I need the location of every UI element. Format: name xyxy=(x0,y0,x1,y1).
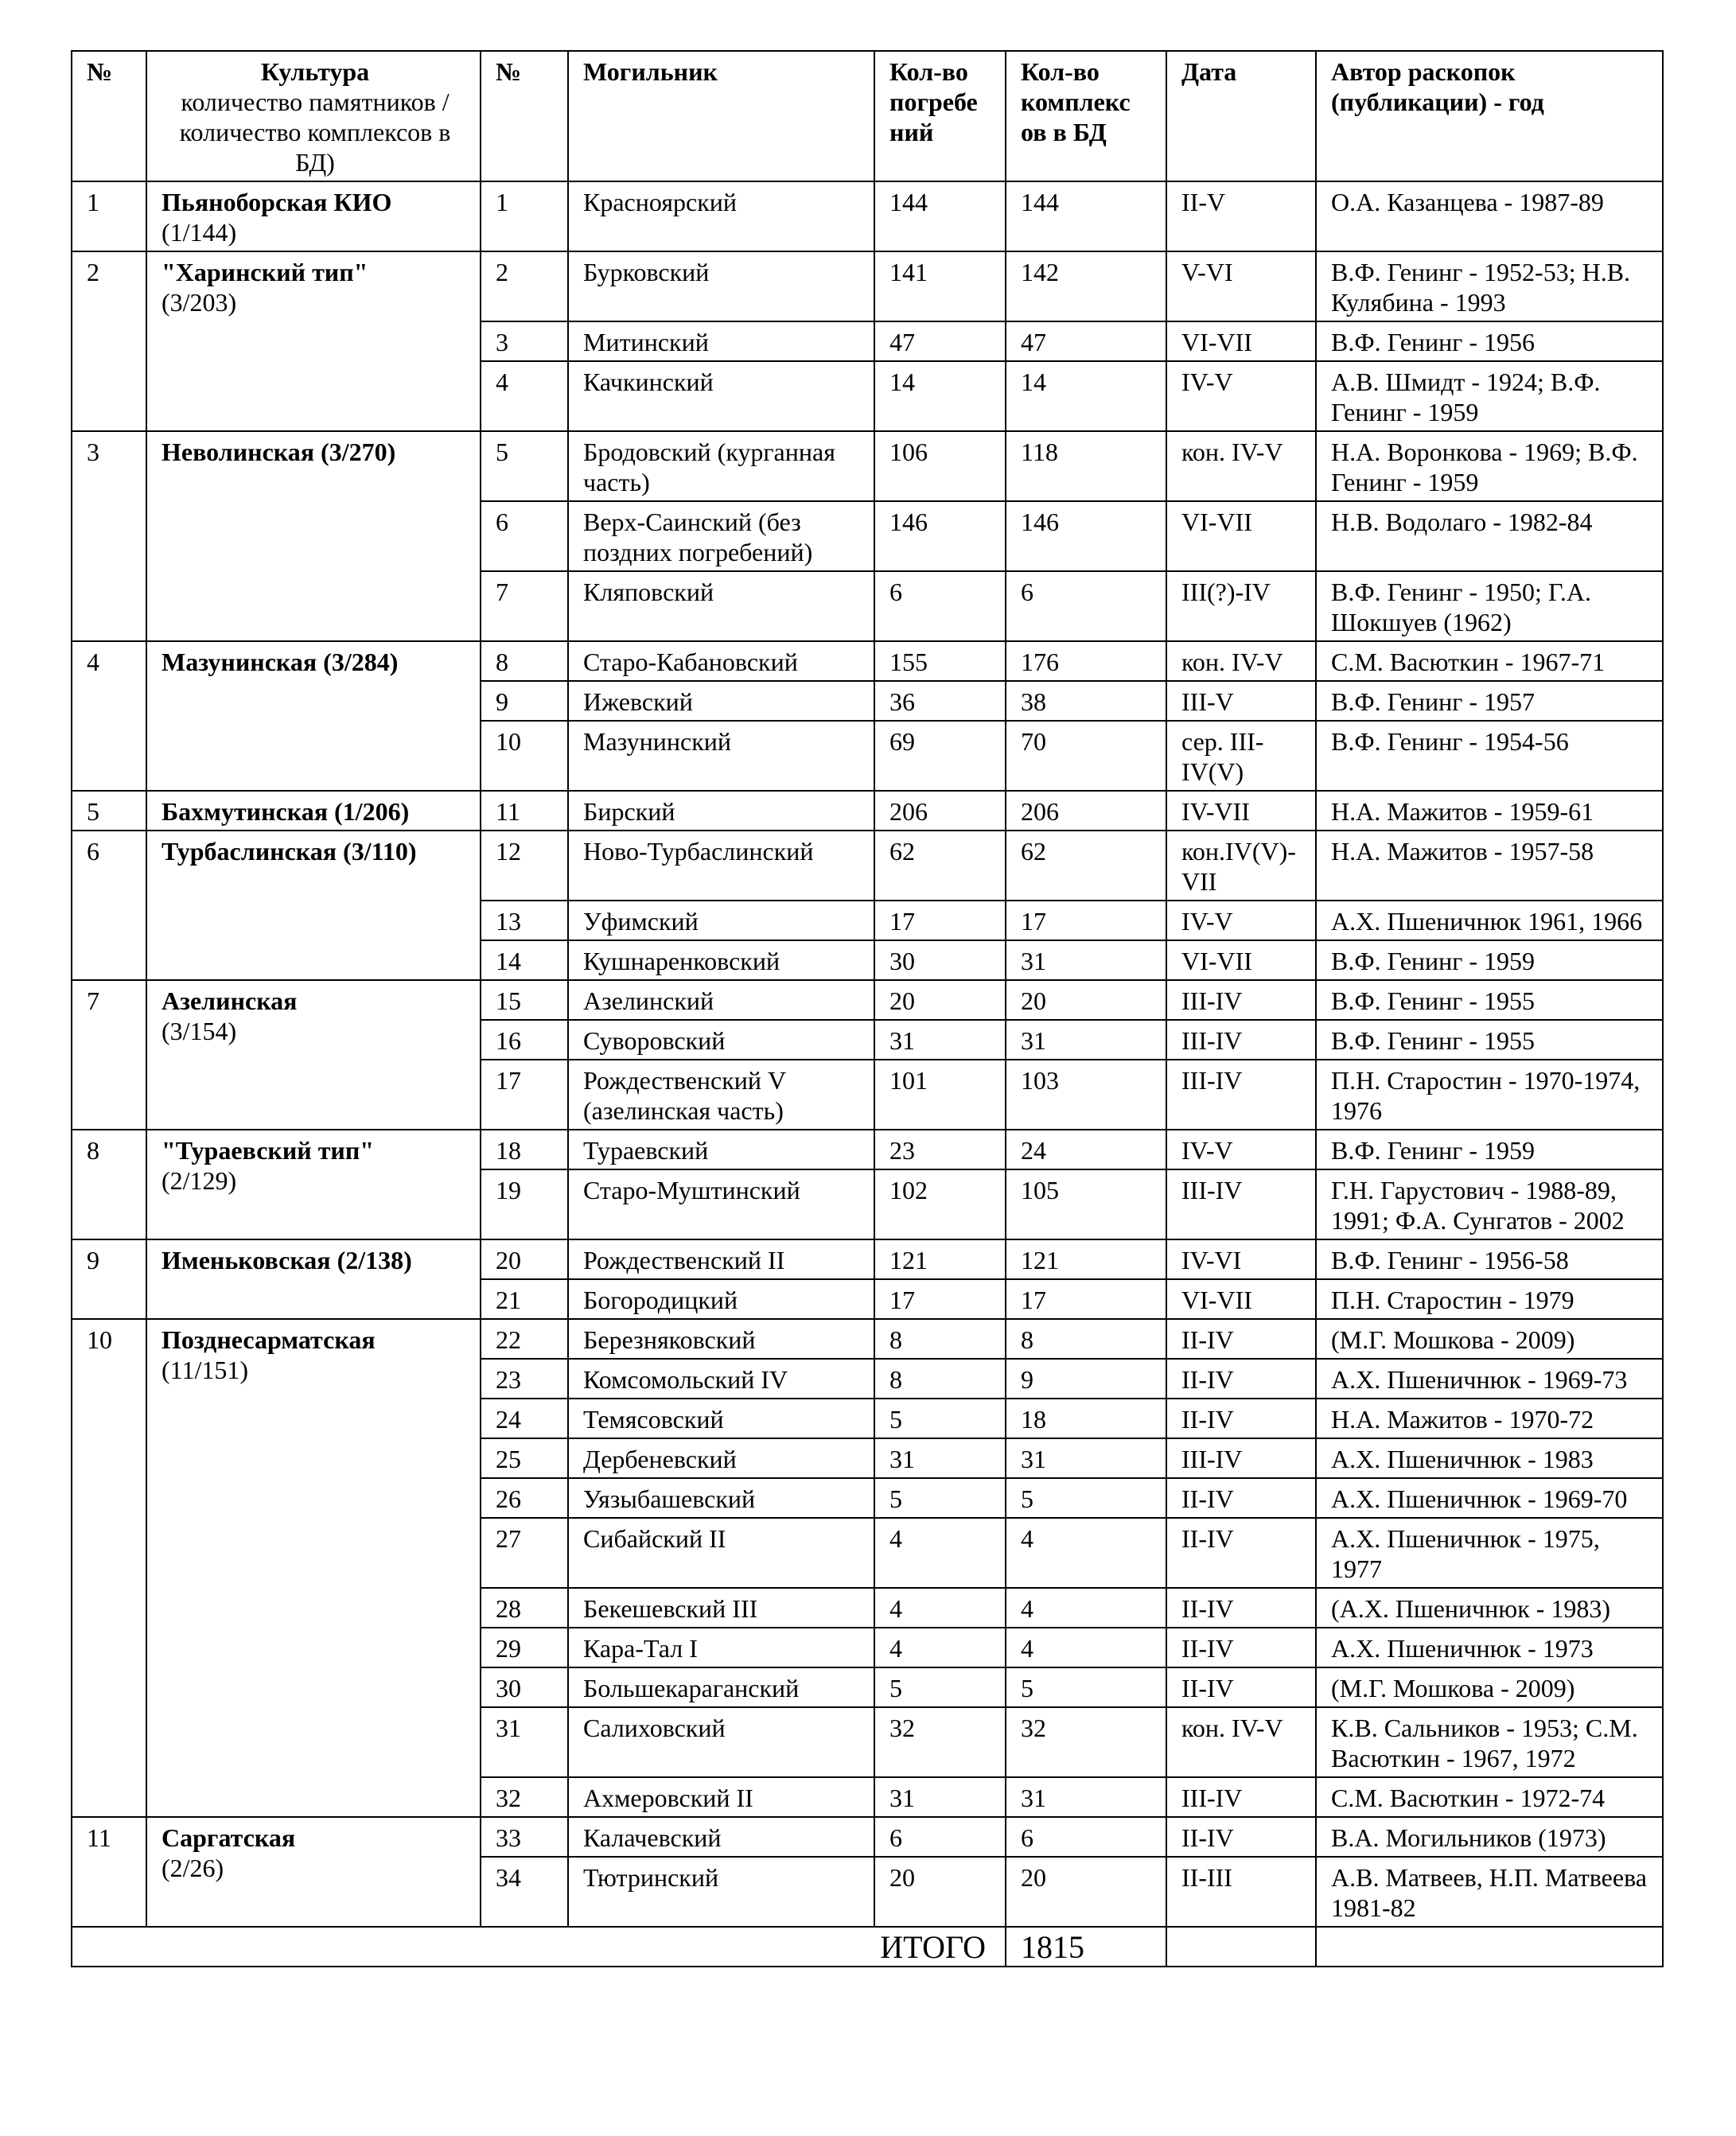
date-range: II-III xyxy=(1166,1857,1316,1927)
excavation-author: В.Ф. Генинг - 1952-53; Н.В. Кулябина - 1993 xyxy=(1316,251,1663,321)
culture-cell xyxy=(146,1817,481,1927)
group-number: 8 xyxy=(72,1130,146,1239)
burials-count: 4 xyxy=(874,1518,1006,1588)
burials-count: 101 xyxy=(874,1060,1006,1130)
date-range: III-IV xyxy=(1166,1020,1316,1060)
culture-cell xyxy=(146,1239,481,1319)
excavation-author: А.Х. Пшеничнюк - 1973 xyxy=(1316,1628,1663,1667)
excavation-author: Н.А. Мажитов - 1970-72 xyxy=(1316,1399,1663,1438)
site-number: 15 xyxy=(481,980,568,1020)
excavation-author: (М.Г. Мошкова - 2009) xyxy=(1316,1667,1663,1707)
culture-count: (3/154) xyxy=(162,1017,237,1045)
group-number: 3 xyxy=(72,431,146,641)
table-row xyxy=(72,1239,1663,1279)
excavation-author: В.Ф. Генинг - 1956-58 xyxy=(1316,1239,1663,1279)
site-number: 33 xyxy=(481,1817,568,1857)
culture-count: (2/26) xyxy=(162,1854,224,1882)
group-number: 7 xyxy=(72,980,146,1130)
site-name: Тураевский xyxy=(568,1130,874,1169)
complexes-count: 62 xyxy=(1006,831,1166,901)
culture-cell xyxy=(146,251,481,431)
date-range: III-V xyxy=(1166,681,1316,721)
site-name: Митинский xyxy=(568,321,874,361)
group-number: 6 xyxy=(72,831,146,980)
complexes-count: 5 xyxy=(1006,1667,1166,1707)
excavation-author: А.В. Шмидт - 1924; В.Ф. Генинг - 1959 xyxy=(1316,361,1663,431)
excavation-author: К.В. Сальников - 1953; С.М. Васюткин - 1967, 1972 xyxy=(1316,1707,1663,1777)
site-name: Бекешевский III xyxy=(568,1588,874,1628)
culture-name: Неволинская (3/270) xyxy=(162,438,396,466)
date-range: II-IV xyxy=(1166,1628,1316,1667)
group-number: 9 xyxy=(72,1239,146,1319)
table-row xyxy=(72,980,1663,1020)
date-range: VI-VII xyxy=(1166,1279,1316,1319)
date-range: III-IV xyxy=(1166,1438,1316,1478)
culture-name: Позднесарматская xyxy=(162,1325,376,1354)
complexes-count: 47 xyxy=(1006,321,1166,361)
culture-name: Мазунинская (3/284) xyxy=(162,648,399,676)
site-number: 32 xyxy=(481,1777,568,1817)
site-number: 18 xyxy=(481,1130,568,1169)
site-number: 25 xyxy=(481,1438,568,1478)
header-culture-subtitle: количество памятников / количество комплексов в БД) xyxy=(179,88,451,177)
table-row xyxy=(72,1817,1663,1857)
date-range: VI-VII xyxy=(1166,501,1316,571)
complexes-count: 176 xyxy=(1006,641,1166,681)
burials-count: 30 xyxy=(874,940,1006,980)
date-range: IV-V xyxy=(1166,901,1316,940)
date-range: сер. III-IV(V) xyxy=(1166,721,1316,791)
burials-count: 8 xyxy=(874,1359,1006,1399)
date-range: II-V xyxy=(1166,181,1316,251)
excavation-author: О.А. Казанцева - 1987-89 xyxy=(1316,181,1663,251)
complexes-count: 31 xyxy=(1006,1438,1166,1478)
culture-name: Именьковская (2/138) xyxy=(162,1246,412,1274)
header-culture xyxy=(146,51,481,181)
complexes-count: 18 xyxy=(1006,1399,1166,1438)
site-name: Богородицкий xyxy=(568,1279,874,1319)
burials-count: 5 xyxy=(874,1667,1006,1707)
site-number: 7 xyxy=(481,571,568,641)
site-number: 13 xyxy=(481,901,568,940)
excavation-author: Н.В. Водолаго - 1982-84 xyxy=(1316,501,1663,571)
culture-name: Азелинская xyxy=(162,986,298,1015)
burials-count: 155 xyxy=(874,641,1006,681)
burials-count: 23 xyxy=(874,1130,1006,1169)
site-name: Бурковский xyxy=(568,251,874,321)
complexes-count: 6 xyxy=(1006,1817,1166,1857)
date-range: V-VI xyxy=(1166,251,1316,321)
excavation-author: В.Ф. Генинг - 1957 xyxy=(1316,681,1663,721)
complexes-count: 32 xyxy=(1006,1707,1166,1777)
date-range: II-IV xyxy=(1166,1817,1316,1857)
complexes-count: 142 xyxy=(1006,251,1166,321)
date-range: III-IV xyxy=(1166,980,1316,1020)
excavation-author: В.Ф. Генинг - 1956 xyxy=(1316,321,1663,361)
site-number: 27 xyxy=(481,1518,568,1588)
complexes-count: 206 xyxy=(1006,791,1166,831)
group-number: 2 xyxy=(72,251,146,431)
date-range: II-IV xyxy=(1166,1359,1316,1399)
table-header xyxy=(72,51,1663,181)
date-range: III(?)-IV xyxy=(1166,571,1316,641)
site-number: 24 xyxy=(481,1399,568,1438)
excavation-author: Г.Н. Гарустович - 1988-89, 1991; Ф.А. Сунгатов - 2002 xyxy=(1316,1169,1663,1239)
culture-name: Пьяноборская КИО xyxy=(162,188,392,216)
complexes-count: 24 xyxy=(1006,1130,1166,1169)
site-number: 6 xyxy=(481,501,568,571)
culture-name: "Харинский тип" xyxy=(162,258,368,286)
burials-count: 6 xyxy=(874,571,1006,641)
site-name: Уфимский xyxy=(568,901,874,940)
burials-count: 6 xyxy=(874,1817,1006,1857)
complexes-count: 121 xyxy=(1006,1239,1166,1279)
site-number: 9 xyxy=(481,681,568,721)
culture-cell xyxy=(146,831,481,980)
header-culture-title: Культура xyxy=(260,57,370,86)
site-name: Рождественский V (азелинская часть) xyxy=(568,1060,874,1130)
site-number: 19 xyxy=(481,1169,568,1239)
site-number: 12 xyxy=(481,831,568,901)
burials-count: 62 xyxy=(874,831,1006,901)
header-num: № xyxy=(72,51,146,181)
header-row xyxy=(72,51,1663,181)
site-name: Кушнаренковский xyxy=(568,940,874,980)
site-name: Качкинский xyxy=(568,361,874,431)
date-range: IV-V xyxy=(1166,1130,1316,1169)
complexes-count: 20 xyxy=(1006,980,1166,1020)
complexes-count: 38 xyxy=(1006,681,1166,721)
burials-count: 144 xyxy=(874,181,1006,251)
total-empty-author xyxy=(1316,1927,1663,1967)
culture-name: Бахмутинская (1/206) xyxy=(162,797,410,826)
site-number: 34 xyxy=(481,1857,568,1927)
site-name: Тютринский xyxy=(568,1857,874,1927)
table-row xyxy=(72,1130,1663,1169)
culture-cell xyxy=(146,980,481,1130)
site-number: 11 xyxy=(481,791,568,831)
complexes-count: 8 xyxy=(1006,1319,1166,1359)
group-number: 1 xyxy=(72,181,146,251)
burials-count: 69 xyxy=(874,721,1006,791)
site-number: 28 xyxy=(481,1588,568,1628)
site-name: Суворовский xyxy=(568,1020,874,1060)
site-name: Рождественский II xyxy=(568,1239,874,1279)
date-range: IV-VII xyxy=(1166,791,1316,831)
site-number: 1 xyxy=(481,181,568,251)
table-row xyxy=(72,181,1663,251)
date-range: VI-VII xyxy=(1166,940,1316,980)
site-name: Уязыбашевский xyxy=(568,1478,874,1518)
complexes-count: 31 xyxy=(1006,1020,1166,1060)
total-value: 1815 xyxy=(1006,1927,1166,1967)
excavation-author: В.Ф. Генинг - 1959 xyxy=(1316,940,1663,980)
date-range: II-IV xyxy=(1166,1518,1316,1588)
total-label: ИТОГО xyxy=(72,1927,1006,1967)
date-range: кон. IV-V xyxy=(1166,431,1316,501)
site-name: Темясовский xyxy=(568,1399,874,1438)
culture-count: (11/151) xyxy=(162,1356,249,1384)
excavation-author: А.В. Матвеев, Н.П. Матвеева 1981-82 xyxy=(1316,1857,1663,1927)
excavation-author: А.Х. Пшеничнюк 1961, 1966 xyxy=(1316,901,1663,940)
date-range: III-IV xyxy=(1166,1169,1316,1239)
excavation-author: А.Х. Пшеничнюк - 1975, 1977 xyxy=(1316,1518,1663,1588)
excavation-author: С.М. Васюткин - 1967-71 xyxy=(1316,641,1663,681)
date-range: IV-VI xyxy=(1166,1239,1316,1279)
site-name: Красноярский xyxy=(568,181,874,251)
table-row xyxy=(72,1319,1663,1359)
group-number: 10 xyxy=(72,1319,146,1817)
site-name: Старо-Муштинский xyxy=(568,1169,874,1239)
complexes-count: 118 xyxy=(1006,431,1166,501)
burials-count: 4 xyxy=(874,1628,1006,1667)
date-range: II-IV xyxy=(1166,1319,1316,1359)
table-row xyxy=(72,641,1663,681)
site-number: 4 xyxy=(481,361,568,431)
complexes-count: 103 xyxy=(1006,1060,1166,1130)
site-number: 16 xyxy=(481,1020,568,1060)
excavation-author: (М.Г. Мошкова - 2009) xyxy=(1316,1319,1663,1359)
complexes-count: 144 xyxy=(1006,181,1166,251)
complexes-count: 31 xyxy=(1006,940,1166,980)
header-date: Дата xyxy=(1166,51,1316,181)
complexes-count: 5 xyxy=(1006,1478,1166,1518)
burials-count: 17 xyxy=(874,901,1006,940)
site-number: 22 xyxy=(481,1319,568,1359)
site-name: Мазунинский xyxy=(568,721,874,791)
site-number: 21 xyxy=(481,1279,568,1319)
site-number: 2 xyxy=(481,251,568,321)
excavation-author: Н.А. Воронкова - 1969; В.Ф. Генинг - 1959 xyxy=(1316,431,1663,501)
complexes-count: 105 xyxy=(1006,1169,1166,1239)
complexes-count: 146 xyxy=(1006,501,1166,571)
date-range: кон. IV-V xyxy=(1166,1707,1316,1777)
site-number: 3 xyxy=(481,321,568,361)
total-row xyxy=(72,1927,1663,1967)
burials-count: 206 xyxy=(874,791,1006,831)
culture-name: "Тураевский тип" xyxy=(162,1136,375,1165)
excavation-author: В.Ф. Генинг - 1955 xyxy=(1316,1020,1663,1060)
burials-count: 31 xyxy=(874,1777,1006,1817)
date-range: II-IV xyxy=(1166,1478,1316,1518)
complexes-count: 4 xyxy=(1006,1628,1166,1667)
date-range: кон. IV-V xyxy=(1166,641,1316,681)
excavation-author: В.А. Могильников (1973) xyxy=(1316,1817,1663,1857)
burials-count: 102 xyxy=(874,1169,1006,1239)
date-range: IV-V xyxy=(1166,361,1316,431)
date-range: VI-VII xyxy=(1166,321,1316,361)
excavation-author: А.Х. Пшеничнюк - 1969-73 xyxy=(1316,1359,1663,1399)
excavation-author: П.Н. Старостин - 1970-1974, 1976 xyxy=(1316,1060,1663,1130)
excavation-author: А.Х. Пшеничнюк - 1983 xyxy=(1316,1438,1663,1478)
burials-count: 32 xyxy=(874,1707,1006,1777)
header-author: Автор раскопок (публикации) - год xyxy=(1316,51,1663,181)
excavation-author: Н.А. Мажитов - 1959-61 xyxy=(1316,791,1663,831)
culture-name: Саргатская xyxy=(162,1823,296,1852)
culture-name: Турбаслинская (3/110) xyxy=(162,837,417,866)
culture-cell xyxy=(146,431,481,641)
burials-count: 5 xyxy=(874,1399,1006,1438)
group-number: 11 xyxy=(72,1817,146,1927)
culture-count: (1/144) xyxy=(162,218,237,247)
complexes-count: 14 xyxy=(1006,361,1166,431)
burials-count: 31 xyxy=(874,1438,1006,1478)
complexes-count: 17 xyxy=(1006,901,1166,940)
header-num2: № xyxy=(481,51,568,181)
burials-count: 31 xyxy=(874,1020,1006,1060)
complexes-count: 70 xyxy=(1006,721,1166,791)
excavation-author: В.Ф. Генинг - 1950; Г.А. Шокшуев (1962) xyxy=(1316,571,1663,641)
group-number: 4 xyxy=(72,641,146,791)
date-range: III-IV xyxy=(1166,1777,1316,1817)
excavation-author: А.Х. Пшеничнюк - 1969-70 xyxy=(1316,1478,1663,1518)
site-number: 10 xyxy=(481,721,568,791)
date-range: III-IV xyxy=(1166,1060,1316,1130)
site-name: Комсомольский IV xyxy=(568,1359,874,1399)
burials-count: 20 xyxy=(874,1857,1006,1927)
date-range: кон.IV(V)-VII xyxy=(1166,831,1316,901)
table-row xyxy=(72,251,1663,321)
site-number: 23 xyxy=(481,1359,568,1399)
site-name: Ижевский xyxy=(568,681,874,721)
date-range: II-IV xyxy=(1166,1667,1316,1707)
complexes-count: 31 xyxy=(1006,1777,1166,1817)
burial-grounds-table xyxy=(71,50,1664,1967)
burials-count: 36 xyxy=(874,681,1006,721)
burials-count: 5 xyxy=(874,1478,1006,1518)
site-name: Верх-Саинский (без поздних погребений) xyxy=(568,501,874,571)
burials-count: 47 xyxy=(874,321,1006,361)
header-burials-count: Кол-во погребе ний xyxy=(874,51,1006,181)
site-name: Бирский xyxy=(568,791,874,831)
complexes-count: 4 xyxy=(1006,1588,1166,1628)
table-body xyxy=(72,181,1663,1927)
excavation-author: П.Н. Старостин - 1979 xyxy=(1316,1279,1663,1319)
burials-count: 146 xyxy=(874,501,1006,571)
burials-count: 8 xyxy=(874,1319,1006,1359)
complexes-count: 17 xyxy=(1006,1279,1166,1319)
culture-cell xyxy=(146,641,481,791)
excavation-author: (А.Х. Пшеничнюк - 1983) xyxy=(1316,1588,1663,1628)
group-number: 5 xyxy=(72,791,146,831)
site-name: Салиховский xyxy=(568,1707,874,1777)
culture-cell xyxy=(146,1130,481,1239)
site-name: Сибайский II xyxy=(568,1518,874,1588)
site-name: Азелинский xyxy=(568,980,874,1020)
site-name: Кляповский xyxy=(568,571,874,641)
excavation-author: Н.А. Мажитов - 1957-58 xyxy=(1316,831,1663,901)
site-name: Ахмеровский II xyxy=(568,1777,874,1817)
site-number: 5 xyxy=(481,431,568,501)
date-range: II-IV xyxy=(1166,1588,1316,1628)
culture-cell xyxy=(146,181,481,251)
culture-count: (2/129) xyxy=(162,1166,237,1195)
site-name: Кара-Тал I xyxy=(568,1628,874,1667)
table-row xyxy=(72,791,1663,831)
header-burial-ground: Могильник xyxy=(568,51,874,181)
site-name: Ново-Турбаслинский xyxy=(568,831,874,901)
site-number: 14 xyxy=(481,940,568,980)
site-number: 29 xyxy=(481,1628,568,1667)
date-range: II-IV xyxy=(1166,1399,1316,1438)
complexes-count: 9 xyxy=(1006,1359,1166,1399)
complexes-count: 4 xyxy=(1006,1518,1166,1588)
complexes-count: 20 xyxy=(1006,1857,1166,1927)
excavation-author: В.Ф. Генинг - 1959 xyxy=(1316,1130,1663,1169)
site-name: Дербеневский xyxy=(568,1438,874,1478)
site-number: 26 xyxy=(481,1478,568,1518)
site-number: 8 xyxy=(481,641,568,681)
burials-count: 4 xyxy=(874,1588,1006,1628)
excavation-author: В.Ф. Генинг - 1955 xyxy=(1316,980,1663,1020)
site-name: Калачевский xyxy=(568,1817,874,1857)
burials-count: 14 xyxy=(874,361,1006,431)
burials-count: 17 xyxy=(874,1279,1006,1319)
site-number: 17 xyxy=(481,1060,568,1130)
header-complexes-count: Кол-во комплекс ов в БД xyxy=(1006,51,1166,181)
site-name: Березняковский xyxy=(568,1319,874,1359)
culture-cell xyxy=(146,791,481,831)
burials-count: 20 xyxy=(874,980,1006,1020)
excavation-author: С.М. Васюткин - 1972-74 xyxy=(1316,1777,1663,1817)
culture-cell xyxy=(146,1319,481,1817)
total-empty-date xyxy=(1166,1927,1316,1967)
excavation-author: В.Ф. Генинг - 1954-56 xyxy=(1316,721,1663,791)
site-number: 31 xyxy=(481,1707,568,1777)
burials-count: 121 xyxy=(874,1239,1006,1279)
site-number: 20 xyxy=(481,1239,568,1279)
complexes-count: 6 xyxy=(1006,571,1166,641)
culture-count: (3/203) xyxy=(162,288,237,317)
table-row xyxy=(72,831,1663,901)
site-number: 30 xyxy=(481,1667,568,1707)
table-row xyxy=(72,431,1663,501)
site-name: Большекараганский xyxy=(568,1667,874,1707)
burials-count: 141 xyxy=(874,251,1006,321)
burials-count: 106 xyxy=(874,431,1006,501)
site-name: Бродовский (курганная часть) xyxy=(568,431,874,501)
site-name: Старо-Кабановский xyxy=(568,641,874,681)
